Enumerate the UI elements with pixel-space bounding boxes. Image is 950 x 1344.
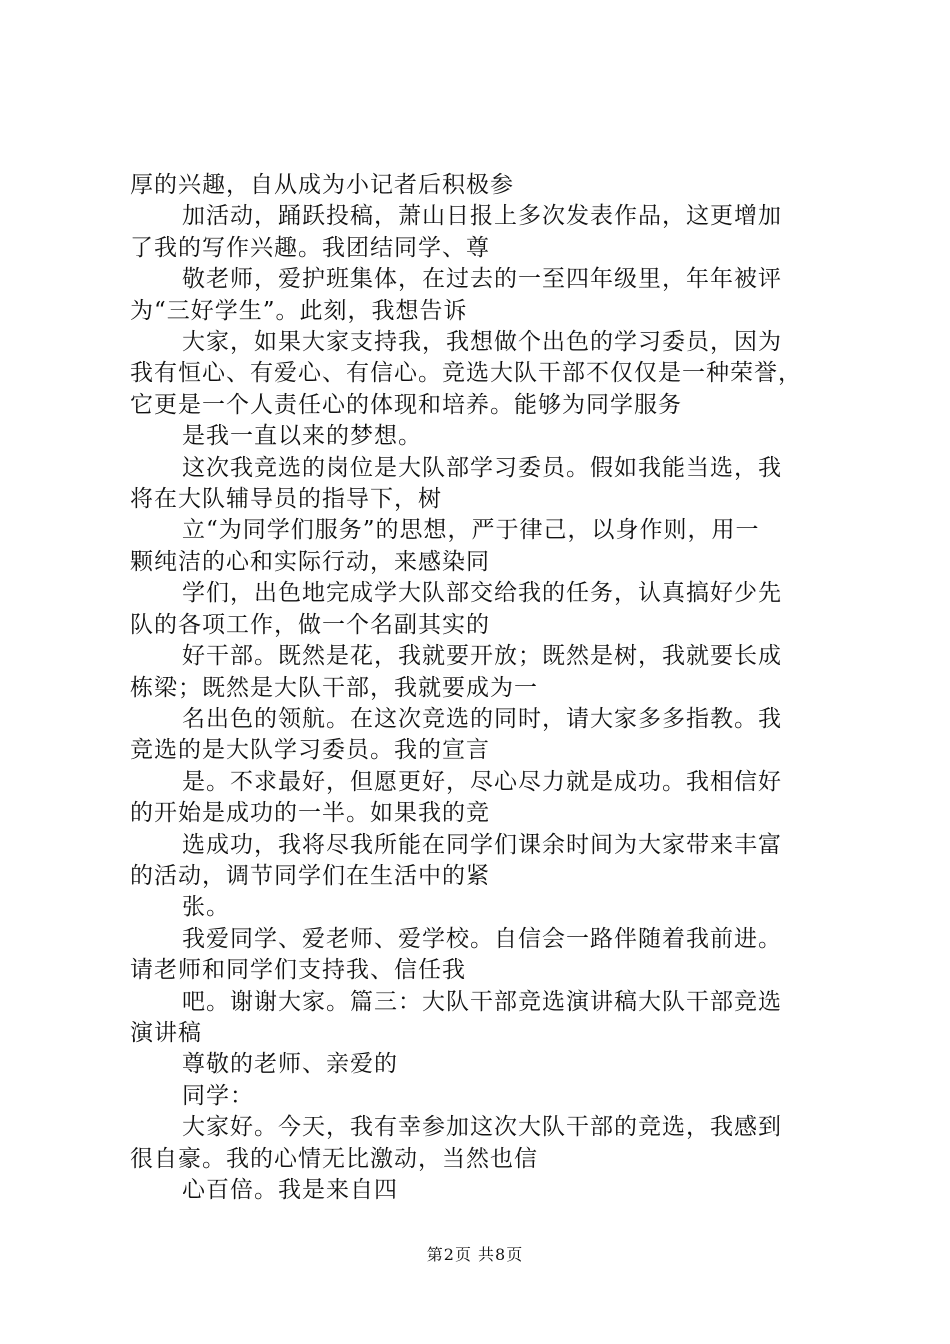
text-line: 大家，如果大家支持我，我想做个出色的学习委员，因为: [182, 329, 782, 356]
text-line: 选成功，我将尽我所能在同学们课余时间为大家带来丰富: [182, 831, 782, 858]
text-line: 心百倍。我是来自四: [182, 1177, 398, 1203]
text-line: 好干部。既然是花，我就要开放；既然是树，我就要长成: [182, 643, 782, 670]
document-body: [130, 170, 830, 1206]
text-line: 立“为同学们服务”的思想，严于律己，以身作则，用一: [182, 517, 760, 544]
text-line: 竞选的是大队学习委员。我的宣言: [130, 737, 490, 764]
text-line: 名出色的领航。在这次竞选的同时，请大家多多指教。我: [182, 705, 782, 732]
text-line: 张。: [182, 894, 230, 921]
text-line: 请老师和同学们支持我、信任我: [130, 957, 466, 984]
text-line: 这次我竞选的岗位是大队部学习委员。假如我能当选，我: [182, 454, 782, 481]
text-line: 大家好。今天，我有幸参加这次大队干部的竞选，我感到: [182, 1114, 782, 1141]
text-line: 加活动，踊跃投稿，萧山日报上多次发表作品，这更增加: [182, 203, 782, 230]
text-line: 吧。谢谢大家。篇三：大队干部竞选演讲稿大队干部竞选: [182, 988, 782, 1015]
text-line: 我爱同学、爱老师、爱学校。自信会一路伴随着我前进。: [182, 925, 782, 952]
text-line: 厚的兴趣，自从成为小记者后积极参: [130, 172, 514, 198]
page-number-label: 第2页 共8页: [426, 1245, 524, 1264]
text-line: 是。不求最好，但愿更好，尽心尽力就是成功。我相信好: [182, 768, 782, 795]
text-line: 尊敬的老师、亲爱的: [182, 1051, 398, 1078]
text-line: 将在大队辅导员的指导下，树: [130, 486, 442, 513]
text-line: 队的各项工作，做一个名副其实的: [130, 611, 490, 638]
text-line: 演讲稿: [130, 1019, 202, 1046]
text-line: 的开始是成功的一半。如果我的竞: [130, 800, 490, 827]
text-line: 为“三好学生”。此刻，我想告诉: [130, 297, 468, 324]
text-line: 了我的写作兴趣。我团结同学、尊: [130, 234, 490, 261]
text-line: 它更是一个人责任心的体现和培养。能够为同学服务: [130, 391, 682, 418]
text-line: 我有恒心、有爱心、有信心。竞选大队干部不仅仅是一种荣誉，: [130, 360, 802, 387]
text-line: 是我一直以来的梦想。: [182, 423, 422, 450]
text-line: 学们，出色地完成学大队部交给我的任务，认真搞好少先: [182, 580, 782, 607]
text-line: 栋梁；既然是大队干部，我就要成为一: [130, 674, 538, 701]
text-line: 很自豪。我的心情无比激动，当然也信: [130, 1145, 538, 1172]
page-footer: [0, 1242, 950, 1265]
text-line: 敬老师，爱护班集体，在过去的一至四年级里，年年被评: [182, 266, 782, 293]
text-line: 的活动，调节同学们在生活中的紧: [130, 862, 490, 889]
text-line: 颗纯洁的心和实际行动，来感染同: [130, 548, 490, 575]
text-line: 同学：: [182, 1082, 254, 1109]
